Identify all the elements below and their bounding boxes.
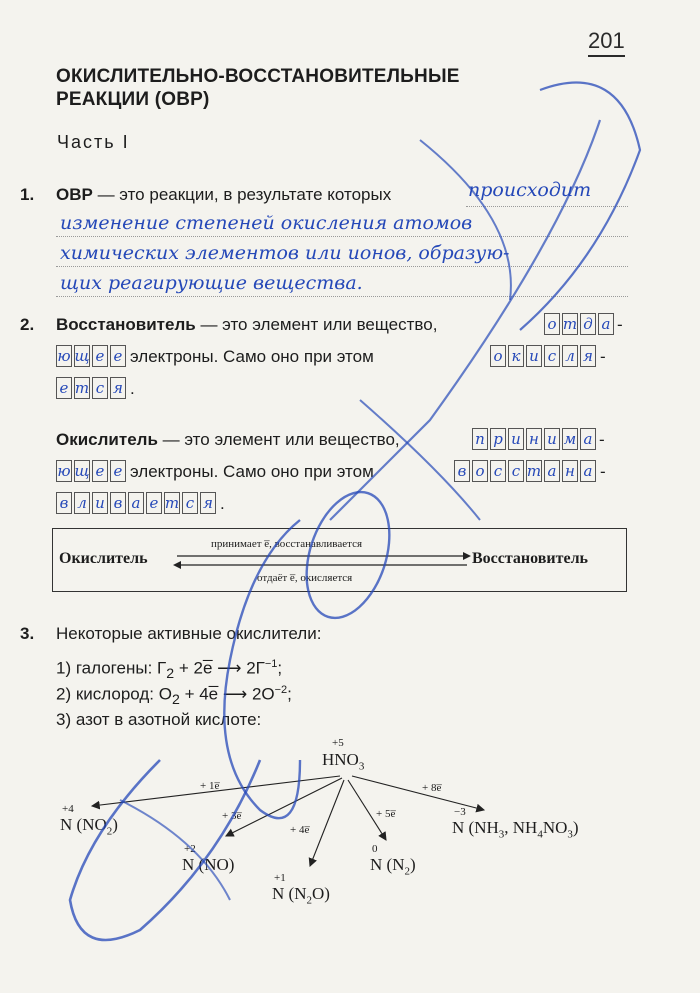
- product-no: N (NO): [182, 855, 235, 874]
- letter-box[interactable]: о: [490, 345, 506, 367]
- item1-pre: 1) галогены: Г: [56, 658, 167, 678]
- q1-handwritten-2: изменение степеней окисления атомов: [60, 212, 473, 234]
- hyphen: -: [617, 315, 623, 334]
- hyphen: -: [600, 462, 606, 481]
- item1-sup: −1: [264, 658, 278, 670]
- scheme-bottom-label: отдаёт e̅, окисляется: [257, 572, 353, 584]
- letter-box[interactable]: а: [598, 313, 614, 335]
- no-oxidation-state: +2: [184, 843, 196, 855]
- edge-label-1e: + 1e̅: [200, 780, 220, 792]
- nh4-a: , NH: [504, 818, 538, 837]
- letter-box[interactable]: д: [580, 313, 596, 335]
- letter-box[interactable]: а: [580, 428, 596, 450]
- letter-box[interactable]: е: [92, 345, 108, 367]
- edge-label-8e: + 8e̅: [422, 782, 442, 794]
- letter-box[interactable]: с: [182, 492, 198, 514]
- item1-sub: 2: [166, 666, 175, 683]
- q1-handwritten-1: происходит: [468, 179, 592, 201]
- letter-box[interactable]: а: [128, 492, 144, 514]
- n2-b: ): [409, 855, 416, 874]
- q1-handwritten-3: химических элементов или ионов, образую-: [60, 242, 510, 264]
- letter-box[interactable]: т: [562, 315, 578, 333]
- edge-label-5e: + 5e̅: [376, 808, 396, 820]
- letter-box[interactable]: о: [472, 460, 488, 482]
- letter-box[interactable]: с: [508, 460, 524, 482]
- letter-box[interactable]: о: [544, 313, 560, 335]
- reducer-term: Восстановитель: [56, 315, 196, 334]
- q1-text: — это реакции, в результате которых: [92, 185, 392, 204]
- letter-box[interactable]: в: [454, 460, 470, 482]
- close-paren: ): [572, 818, 579, 837]
- scheme-oxidizer: Окислитель: [59, 550, 148, 567]
- item2-sup: −2: [274, 684, 288, 696]
- letter-box[interactable]: т: [74, 379, 90, 397]
- n2-sub: 2: [404, 865, 410, 878]
- letter-box[interactable]: с: [490, 460, 506, 482]
- item2-sub: 2: [171, 692, 180, 709]
- item2-pre: 2) кислород: O: [56, 684, 172, 704]
- letter-box[interactable]: е: [110, 345, 126, 367]
- letter-box[interactable]: ю: [57, 462, 71, 480]
- nh3-a: N (NH: [452, 818, 499, 837]
- q1-term: ОВР: [56, 185, 93, 204]
- n2-oxidation-state: 0: [372, 843, 378, 855]
- arrow-to-n2o: [310, 780, 344, 866]
- letter-box[interactable]: я: [200, 492, 216, 514]
- letter-box[interactable]: и: [526, 345, 542, 367]
- no2-a: N (NO: [60, 815, 107, 834]
- hyphen: -: [600, 347, 606, 366]
- letter-box[interactable]: л: [74, 492, 90, 514]
- q1-number: 1.: [20, 185, 35, 204]
- n2o-a: N (N: [272, 884, 307, 903]
- letter-box[interactable]: а: [580, 460, 596, 482]
- letter-box[interactable]: к: [508, 345, 524, 367]
- hno3-oxidation-state: +5: [332, 737, 344, 749]
- product-n2: [370, 855, 416, 877]
- letter-box[interactable]: м: [563, 430, 577, 448]
- hno3-formula: [322, 750, 364, 772]
- no3-a: NO: [542, 818, 568, 837]
- n2o-oxidation-state: +1: [274, 872, 286, 884]
- letter-box[interactable]: и: [92, 492, 108, 514]
- letter-box[interactable]: щ: [74, 462, 90, 480]
- item2-mid: + 4e̅ ⟶ 2O: [179, 684, 275, 704]
- oxidizer-mid-text: электроны. Само оно при этом: [130, 462, 374, 481]
- letter-box[interactable]: с: [92, 377, 108, 399]
- nh3-sub: 3: [498, 828, 505, 841]
- no2-b: ): [112, 815, 118, 834]
- q3-item3: 3) азот в азотной кислоте:: [56, 710, 262, 729]
- letter-box[interactable]: и: [508, 428, 524, 450]
- letter-box[interactable]: л: [562, 345, 578, 367]
- letter-box[interactable]: р: [490, 428, 506, 450]
- no2-oxidation-state: +4: [62, 803, 74, 815]
- q2-number: 2.: [20, 315, 35, 334]
- letter-box[interactable]: е: [56, 377, 72, 399]
- letter-box[interactable]: н: [562, 460, 578, 482]
- letter-box[interactable]: н: [526, 428, 542, 450]
- hno3-sub: 3: [358, 760, 365, 773]
- scheme-top-label: принимает e̅, восстанавливается: [211, 538, 363, 550]
- nh4-sub: 4: [537, 828, 543, 841]
- letter-box[interactable]: т: [164, 494, 180, 512]
- reducer-text: — это элемент или вещество,: [195, 315, 438, 334]
- arrow-to-no: [226, 778, 342, 836]
- n2o-sub: 2: [306, 894, 312, 907]
- item1-end: ;: [277, 658, 283, 678]
- letter-box[interactable]: щ: [74, 347, 90, 365]
- oxidizer-term: Окислитель: [56, 430, 158, 449]
- q3-number: 3.: [20, 624, 35, 643]
- part-label: Часть I: [57, 132, 130, 152]
- letter-box[interactable]: а: [544, 460, 560, 482]
- edge-label-3e: + 3e̅: [222, 810, 242, 822]
- page-number: 201: [588, 28, 625, 57]
- letter-box[interactable]: е: [92, 460, 108, 482]
- letter-box[interactable]: с: [544, 345, 560, 367]
- product-no2: [60, 815, 118, 837]
- letter-box[interactable]: я: [580, 345, 596, 367]
- item2-end: ;: [287, 684, 292, 704]
- nh3-oxidation-state: −3: [454, 806, 466, 818]
- letter-box[interactable]: е: [146, 492, 162, 514]
- q3-text: Некоторые активные окислители:: [56, 624, 322, 643]
- letter-box[interactable]: в: [56, 492, 72, 514]
- q1-handwritten-4: щих реагирующие вещества.: [60, 272, 363, 294]
- period: .: [220, 494, 225, 513]
- arrow-to-nh3: [352, 776, 484, 810]
- item1-mid: + 2e̅ ⟶ 2Г: [174, 658, 265, 678]
- no3-sub: 3: [567, 828, 573, 841]
- oxidizer-text: — это элемент или вещество,: [157, 430, 400, 449]
- edge-label-4e: + 4e̅: [290, 824, 310, 836]
- period: .: [130, 379, 135, 398]
- n2o-b: O): [311, 884, 330, 903]
- no2-sub: 2: [106, 825, 113, 838]
- letter-box[interactable]: п: [472, 428, 488, 450]
- letter-box[interactable]: е: [110, 460, 126, 482]
- letter-box[interactable]: ю: [57, 347, 71, 365]
- hno3-main: HNO: [322, 750, 359, 769]
- n2-a: N (N: [370, 855, 405, 874]
- page-title-line2: РЕАКЦИИ (ОВР): [56, 89, 210, 110]
- letter-box[interactable]: я: [110, 377, 126, 399]
- letter-box[interactable]: и: [544, 428, 560, 450]
- letter-box[interactable]: т: [526, 462, 542, 480]
- letter-box[interactable]: в: [110, 492, 126, 514]
- reducer-mid-text: электроны. Само оно при этом: [130, 347, 374, 366]
- hyphen: -: [599, 430, 605, 449]
- product-nh3-nh4no3: [452, 818, 579, 840]
- scheme-reducer: Восстановитель: [472, 550, 589, 567]
- product-n2o: [272, 884, 330, 906]
- page-title-line1: ОКИСЛИТЕЛЬНО-ВОССТАНОВИТЕЛЬНЫЕ: [56, 66, 460, 87]
